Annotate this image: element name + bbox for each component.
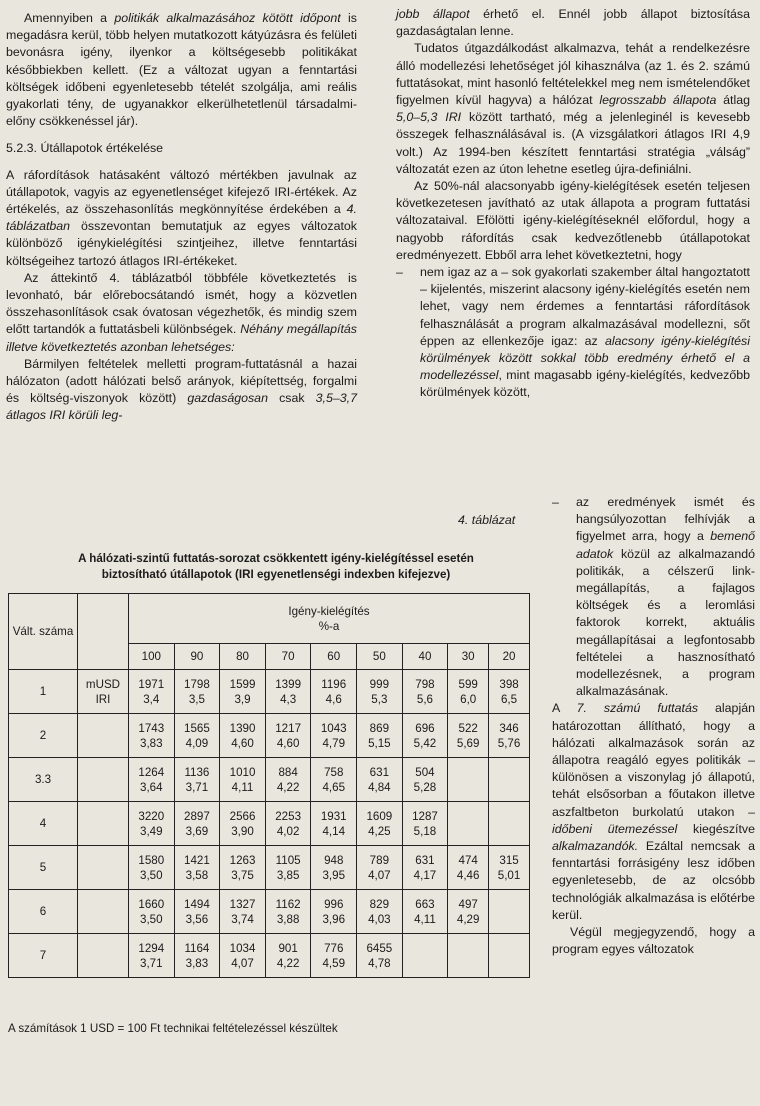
iri-value: 3,90 — [231, 824, 254, 838]
iri-value: 3,88 — [276, 912, 300, 926]
unit-cell — [78, 802, 129, 846]
iri-value: 3,50 — [140, 868, 163, 882]
text-run: átlag — [716, 93, 750, 108]
value-cell — [129, 758, 175, 802]
caption-line-1: A hálózati-szintű futtatás-sorozat csökkentett igény-kielégítéssel esetén — [78, 552, 474, 565]
value-cell — [402, 670, 448, 714]
value-cell — [129, 934, 175, 978]
iri-value: 3,71 — [185, 780, 209, 794]
italic-run: Néhány megállapítás illetve következtetés azonban lehetséges: — [6, 322, 358, 354]
cost-value: 6455 — [366, 941, 393, 955]
value-cell — [448, 890, 489, 934]
percent-header-cell: 60 — [311, 644, 357, 670]
narrow-paragraph-2: Végül megjegyzendő, hogy a program egyes változatok — [552, 925, 755, 957]
value-cell — [311, 802, 357, 846]
iri-value: 4,09 — [185, 736, 209, 750]
value-cell — [174, 934, 220, 978]
text-run: Az áttekintő 4. táblázatból többféle következtetés is levonható, bár előrebocsátandó ismét, hogy a közvetlen összehasonlítások csak óvatosan végezhetők, és mindig szem előtt tartandók a futtatásbeli különbségek. — [6, 270, 357, 337]
cost-value: 1327 — [229, 897, 256, 911]
value-cell — [220, 758, 266, 802]
value-cell — [265, 846, 311, 890]
cost-value: 398 — [499, 677, 519, 691]
iri-value: 5,28 — [413, 780, 437, 794]
value-cell — [265, 934, 311, 978]
percent-header-cell: 100 — [129, 644, 175, 670]
value-cell — [311, 714, 357, 758]
value-cell — [448, 934, 489, 978]
cost-value: 1494 — [184, 897, 210, 911]
cost-value: 1743 — [138, 721, 165, 735]
variant-number-cell: 2 — [9, 714, 78, 758]
value-cell — [402, 890, 448, 934]
value-cell — [265, 758, 311, 802]
cost-value: 2897 — [184, 809, 210, 823]
value-cell — [129, 846, 175, 890]
text-run: Ezáltal nemcsak a fenntartási forrásigény lesz időben egyenletesebb, de az olcsóbb technológiák alkalmazása is előtérbe kerül. — [552, 839, 755, 922]
iri-value: 3,69 — [185, 824, 209, 838]
value-cell — [265, 890, 311, 934]
iri-value: 3,96 — [322, 912, 346, 926]
iri-value: 3,9 — [234, 692, 251, 706]
right-paragraph-2 — [396, 40, 750, 178]
cost-value: 948 — [324, 853, 344, 867]
iri-value: 4,02 — [276, 824, 300, 838]
bullet-text — [576, 494, 755, 700]
table-row — [9, 846, 530, 890]
cost-value: 1034 — [229, 941, 256, 955]
italic-run: 4. táblázatban — [6, 202, 357, 234]
cost-value: 1217 — [275, 721, 302, 735]
iri-value: 4,65 — [322, 780, 346, 794]
text-run: is megadásra kerül, több helyen mutatkozott kátyúzásra és felületi bevonásra igény, ilyenkor a költségesebb politikákat későbbiekben kellett. (Ez a változat ugyan a fenntartási költségek időbeni egyenletesebb tételét szolgálja, ami reális gyakorlati tény, de ugyanakkor elkerülhetetlenül társadalmi-előny csökkenéssel jár). — [6, 11, 357, 129]
iri-value: 3,95 — [322, 868, 346, 882]
bullet-text — [420, 264, 750, 402]
bullet-item-2 — [552, 494, 755, 700]
cost-value: 474 — [458, 853, 478, 867]
value-cell — [311, 846, 357, 890]
unit-cell — [78, 714, 129, 758]
italic-run: gazdaságosan — [187, 391, 268, 406]
percent-header-cell: 70 — [265, 644, 311, 670]
italic-run: bemenő adatok — [576, 529, 755, 561]
iri-value: 4,29 — [456, 912, 480, 926]
cost-value: 1164 — [184, 941, 210, 955]
header-main: Igény-kielégítés — [288, 604, 370, 618]
value-cell — [448, 846, 489, 890]
value-cell — [311, 758, 357, 802]
cost-value: 1390 — [229, 721, 256, 735]
variant-number-cell: 7 — [9, 934, 78, 978]
percent-header-cell: 90 — [174, 644, 220, 670]
value-cell — [129, 670, 175, 714]
iri-value: 4,11 — [414, 912, 436, 926]
iri-value: 5,18 — [413, 824, 437, 838]
text-run: Tudatos útgazdálkodást alkalmazva, tehát a rendelkezésre álló modellezési lehetőséget jól kihasználva (az 1. és 2. számú futtatásokat, mint hasonló feltételekkel meg nem ismételendőket figyelmen kívül hagyva) a hálózat — [396, 41, 750, 108]
text-run: alapján határozottan állítható, hogy a hálózati alkalmazások során az állapotra reagáló egyes politikák – különösen a viszonylag jó állapotú, tehát elsősorban a főutakon illetve aszfaltbeton burkolatú utakon – — [552, 701, 755, 819]
cost-value: 776 — [324, 941, 344, 955]
iri-table — [8, 593, 530, 978]
cost-value: 1263 — [229, 853, 256, 867]
iri-value: 4,07 — [368, 868, 391, 882]
iri-value: 4,22 — [276, 780, 300, 794]
table-row — [9, 670, 530, 714]
left-paragraph-2 — [6, 167, 357, 270]
text-run: Amennyiben a — [24, 11, 115, 25]
italic-run: 5,0–5,3 IRI — [396, 110, 462, 125]
cost-value: 497 — [458, 897, 478, 911]
table-row — [9, 714, 530, 758]
value-cell — [220, 670, 266, 714]
text-run: Bármilyen feltételek melletti program-futtatásnál a hazai hálózaton (adott hálózati belső arányok, kiépítettség, forgalmi és költség-viszonyok között) — [6, 356, 357, 406]
cost-value: 504 — [415, 765, 435, 779]
cost-value: 631 — [415, 853, 435, 867]
header-variant-number: Vált. száma — [9, 594, 78, 670]
variant-number-cell: 3.3 — [9, 758, 78, 802]
table-row — [9, 890, 530, 934]
dash-marker: – — [552, 495, 559, 509]
value-cell — [174, 714, 220, 758]
iri-value: 3,4 — [143, 692, 160, 706]
text-run: érhető el. Ennél jobb állapot biztosítása gazdaságtalan lenne. — [396, 7, 750, 39]
left-column — [6, 10, 357, 425]
text-run: csak — [267, 391, 316, 406]
value-cell — [174, 802, 220, 846]
iri-value: 4,14 — [322, 824, 346, 838]
cost-value: 1264 — [138, 765, 165, 779]
cost-value: 1609 — [366, 809, 393, 823]
text-run: A ráfordítások hatásaként változó mértékben javulnak az útállapotok, vagyis az egyenetlenséget kifejező IRI-értékek. Az értékelés, az összehasonlítás megkönnyítése érdekében a — [6, 167, 357, 217]
iri-value: 3,5 — [188, 692, 205, 706]
value-cell — [489, 934, 530, 978]
cost-value: 1136 — [184, 765, 210, 779]
value-cell — [129, 714, 175, 758]
iri-value: 5,42 — [413, 736, 437, 750]
value-cell — [220, 934, 266, 978]
value-cell — [448, 714, 489, 758]
iri-value: 3,50 — [140, 912, 163, 926]
italic-run: politikák alkalmazásához kötött időpont — [114, 11, 341, 25]
iri-value: 3,75 — [231, 868, 254, 882]
iri-value: 6,0 — [460, 692, 477, 706]
cost-value: 346 — [499, 721, 519, 735]
table-caption — [26, 551, 526, 583]
cost-value: 1010 — [229, 765, 256, 779]
cost-value: 1294 — [138, 941, 165, 955]
caption-line-2: biztosítható útállapotok (IRI egyenetlenségi indexben kifejezve) — [101, 568, 451, 581]
text-run: közül az alkalmazandó politikák, a célszerű link-megállapítás, a fajlagos költségek és a leromlási faktorok korrekt, aktuális megállapításai a legfontosabb feltételei a hasznosítható modellezésnek, a program alkalmazásának. — [576, 546, 755, 699]
right-column — [396, 6, 750, 402]
iri-value: 4,07 — [231, 956, 254, 970]
cost-value: 1798 — [184, 677, 210, 691]
iri-value: 4,59 — [322, 956, 346, 970]
value-cell — [357, 758, 403, 802]
header-unit-spacer — [78, 594, 129, 670]
value-cell — [402, 846, 448, 890]
italic-run: jobb állapot — [396, 7, 470, 21]
italic-run: alkalmazandók. — [552, 839, 639, 854]
cost-value: 522 — [458, 721, 478, 735]
value-cell — [311, 890, 357, 934]
italic-run: legrosszabb állapota — [599, 93, 717, 108]
iri-value: 4,79 — [322, 736, 346, 750]
cost-value: 869 — [369, 721, 390, 735]
value-cell — [265, 802, 311, 846]
value-cell — [311, 934, 357, 978]
value-cell — [402, 802, 448, 846]
iri-value: 3,74 — [231, 912, 254, 926]
text-run: kiegészítve — [677, 821, 755, 836]
iri-value: 4,17 — [413, 868, 437, 882]
iri-value: 3,49 — [140, 824, 163, 838]
cost-value: 663 — [415, 897, 435, 911]
iri-value: 3,56 — [185, 912, 209, 926]
value-cell — [174, 890, 220, 934]
iri-value: 3,71 — [140, 956, 163, 970]
text-run: A — [552, 701, 577, 716]
header-unit: %-a — [318, 619, 340, 633]
cost-value: 1287 — [412, 809, 438, 823]
unit-cell — [78, 846, 129, 890]
variant-number-cell: 1 — [9, 670, 78, 714]
iri-value: 5,69 — [456, 736, 480, 750]
header-demand-satisfaction — [129, 594, 530, 644]
cost-value: 1599 — [229, 677, 256, 691]
cost-value: 1565 — [184, 721, 210, 735]
table-row — [9, 758, 530, 802]
value-cell — [357, 714, 403, 758]
dash-marker: – — [396, 265, 403, 280]
value-cell — [265, 714, 311, 758]
unit-cell: mUSD IRI — [78, 670, 129, 714]
variant-number-cell: 6 — [9, 890, 78, 934]
iri-value: 5,15 — [368, 736, 391, 750]
cost-value: 901 — [278, 941, 298, 955]
value-cell — [265, 670, 311, 714]
section-heading: 5.2.3. Útállapotok értékelése — [6, 141, 164, 156]
value-cell — [357, 802, 403, 846]
unit-cell — [78, 758, 129, 802]
cost-value: 1931 — [320, 809, 347, 823]
iri-value: 3,64 — [140, 780, 163, 794]
iri-value: 4,11 — [231, 780, 254, 794]
text-run: nem igaz az a – sok gyakorlati szakember által hangoztatott – kijelentés, miszerint alacsony igény-kielégítés esetén nem lehet, vagy nem érdemes a fenntartási ráfordítások felhasználását a program alkalmazásával modellezni, sőt éppen az ellenkezője igaz: az — [420, 265, 750, 348]
percent-header-cell: 50 — [357, 644, 403, 670]
cost-value: 696 — [415, 721, 435, 735]
cost-value: 315 — [499, 853, 519, 867]
value-cell — [448, 802, 489, 846]
right-paragraph-1 — [396, 6, 750, 40]
variant-number-cell: 5 — [9, 846, 78, 890]
table-label: 4. táblázat — [458, 513, 516, 527]
value-cell — [174, 846, 220, 890]
value-cell — [489, 714, 530, 758]
cost-value: 829 — [369, 897, 390, 911]
cost-value: 2253 — [275, 809, 302, 823]
iri-value: 3,85 — [276, 868, 300, 882]
value-cell — [129, 802, 175, 846]
iri-value: 4,60 — [231, 736, 254, 750]
percent-header-cell: 40 — [402, 644, 448, 670]
value-cell — [174, 758, 220, 802]
iri-value: 5,6 — [416, 692, 434, 706]
iri-value: 5,3 — [371, 692, 388, 706]
iri-value: 6,5 — [500, 692, 518, 706]
italic-run: időbeni ütemezéssel — [552, 821, 678, 836]
value-cell — [489, 758, 530, 802]
value-cell — [489, 802, 530, 846]
iri-value: 4,3 — [280, 692, 297, 706]
cost-value: 599 — [458, 677, 478, 691]
cost-value: 996 — [324, 897, 344, 911]
iri-value: 5,76 — [497, 736, 521, 750]
table-row — [9, 802, 530, 846]
value-cell — [448, 758, 489, 802]
text-run: összevontan bemutatjuk az egyes változatok különböző igénykielégítési szintjeihez, illetve fenntartási költségeihez tartozó átlagos IRI-értékeket. — [6, 219, 357, 268]
value-cell — [220, 846, 266, 890]
value-cell — [129, 890, 175, 934]
iri-value: 3,58 — [185, 868, 209, 882]
value-cell — [220, 714, 266, 758]
variant-number-cell: 4 — [9, 802, 78, 846]
right-paragraph-3: Az 50%-nál alacsonyabb igény-kielégítések esetén teljesen következetesen javítható az utak állapota a program futtatási változataival. Efölötti igény-kielégítéseknél előfordul, hogy a nagyobb ráfordítás csak kedvezőtlenebb útállapotokat eredményezett. Ebből arra lehet következtetni, hogy — [396, 179, 750, 262]
table-body — [9, 594, 530, 978]
table-row — [9, 934, 530, 978]
text-run: , mint magasabb igény-kielégítés, kedvezőbb körülmények között, — [420, 368, 750, 400]
value-cell — [220, 890, 266, 934]
iri-value: 4,6 — [325, 692, 342, 706]
iri-value: 4,78 — [368, 956, 391, 970]
percent-header-cell: 80 — [220, 644, 266, 670]
italic-run: alacsony igény-kielégítési körülmények között sokkal több eredmény érhető el a modellezéssel — [420, 333, 750, 383]
cost-value: 631 — [369, 765, 390, 779]
value-cell — [402, 758, 448, 802]
cost-value: 1196 — [321, 677, 347, 691]
cost-value: 1421 — [184, 853, 210, 867]
value-cell — [311, 670, 357, 714]
value-cell — [357, 934, 403, 978]
unit-cell — [78, 890, 129, 934]
cost-value: 1971 — [138, 677, 165, 691]
iri-value: 4,60 — [276, 736, 300, 750]
table-footnote: A számítások 1 USD = 100 Ft technikai feltételezéssel készültek — [8, 1022, 338, 1035]
value-cell — [357, 670, 403, 714]
italic-run: 7. számú futtatás — [576, 701, 699, 716]
value-cell — [402, 934, 448, 978]
iri-value: 5,01 — [497, 868, 521, 882]
cost-value: 1660 — [138, 897, 165, 911]
value-cell — [489, 890, 530, 934]
cost-value: 758 — [324, 765, 344, 779]
iri-value: 4,84 — [368, 780, 391, 794]
table-header-row — [9, 594, 530, 644]
percent-header-cell: 20 — [489, 644, 530, 670]
iri-value: 4,22 — [276, 956, 300, 970]
value-cell — [357, 846, 403, 890]
cost-value: 789 — [369, 853, 390, 867]
unit-cell — [78, 934, 129, 978]
cost-value: 1162 — [275, 897, 301, 911]
cost-value: 1399 — [275, 677, 302, 691]
cost-value: 798 — [415, 677, 435, 691]
cost-value: 884 — [278, 765, 298, 779]
left-paragraph-4 — [6, 356, 357, 425]
iri-value: 4,03 — [368, 912, 391, 926]
cost-value: 1105 — [275, 853, 301, 867]
narrow-column — [552, 494, 755, 958]
text-run: az eredmények ismét és hangsúlyozottan felhívják a figyelmet arra, hogy a — [576, 495, 755, 544]
value-cell — [357, 890, 403, 934]
percent-header-cell: 30 — [448, 644, 489, 670]
iri-value: 4,25 — [368, 824, 391, 838]
iri-value: 3,83 — [185, 956, 209, 970]
italic-run: 3,5–3,7 átlagos IRI körüli leg- — [6, 391, 357, 423]
cost-value: 3220 — [138, 809, 165, 823]
value-cell — [489, 670, 530, 714]
cost-value: 1043 — [320, 721, 347, 735]
cost-value: 2566 — [229, 809, 256, 823]
value-cell — [220, 802, 266, 846]
value-cell — [174, 670, 220, 714]
value-cell — [489, 846, 530, 890]
text-run: között tartható, még a jelenleginél is kevesebb összegek felhasználásával is. (A vizsgálatkori átlagos IRI 4,9 volt.) Az 1994-ben készített fenntartási stratégia „válság” változatát ezen az úton lehetne esetleg újra-definiálni. — [396, 110, 750, 176]
left-paragraph-3 — [6, 270, 357, 356]
iri-value: 3,83 — [140, 736, 163, 750]
bullet-item-1 — [396, 264, 750, 402]
iri-value: 4,46 — [456, 868, 480, 882]
cost-value: 999 — [369, 677, 390, 691]
narrow-paragraph-1 — [552, 700, 755, 924]
left-paragraph-1 — [6, 10, 357, 130]
value-cell — [448, 670, 489, 714]
value-cell — [402, 714, 448, 758]
cost-value: 1580 — [138, 853, 165, 867]
